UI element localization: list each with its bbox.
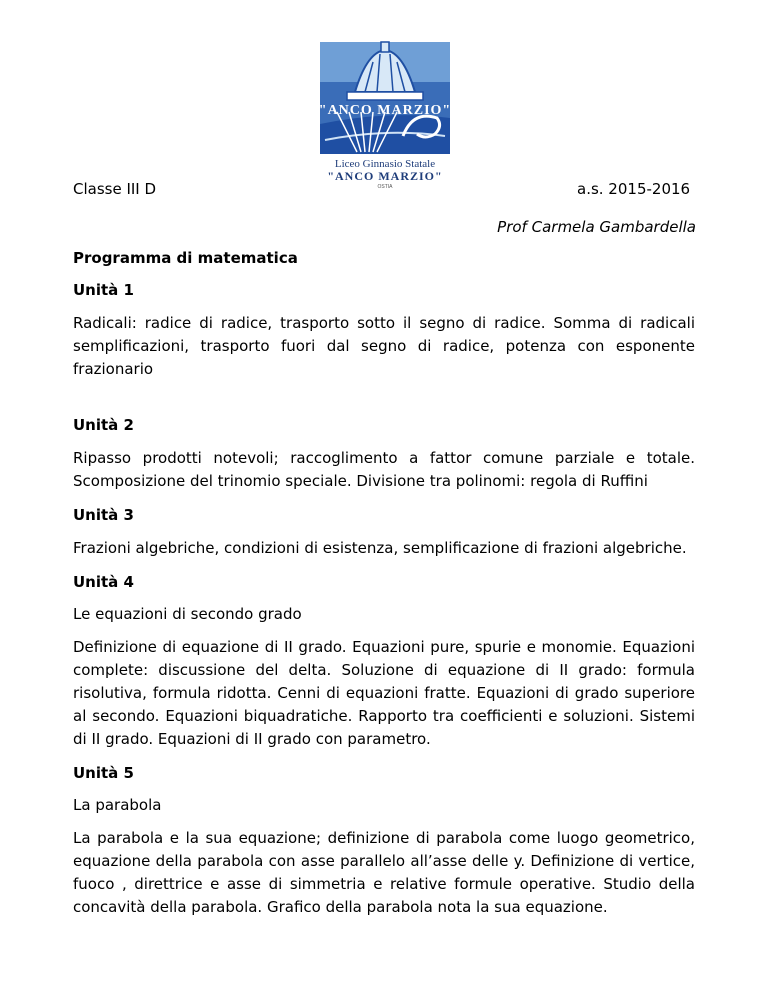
logo-overlay-text: "ANCO MARZIO": [318, 103, 452, 118]
school-year-label: a.s. 2015-2016: [577, 180, 691, 198]
unit-3-title: Unità 3: [73, 506, 134, 524]
program-title: Programma di matematica: [73, 249, 298, 267]
unit-4-text: Definizione di equazione di II grado. Equazioni pure, spurie e monomie. Equazioni complete: discussione del delta. Soluzione di equazione di II grado: formula risolutiva, formula ridotta. Cenni di equazioni fratte. Equazioni di grado superiore al secondo. Equazioni biquadratiche. Rapporto tra coefficienti e soluzioni. Sistemi di II grado. Equazioni di II grado con parametro.: [73, 638, 695, 748]
logo-caption-line1: Liceo Ginnasio Statale: [334, 158, 436, 170]
unit-5-title: Unità 5: [73, 764, 134, 782]
logo-caption-line2: "ANCO MARZIO": [327, 169, 443, 183]
unit-3-text: Frazioni algebriche, condizioni di esistenza, semplificazione di frazioni algebriche.: [73, 539, 687, 557]
unit-2-title: Unità 2: [73, 416, 134, 434]
unit-2-text: Ripasso prodotti notevoli; raccoglimento a fattor comune parziale e totale. Scomposizione del trinomio speciale. Divisione tra polinomi: regola di Ruffini: [73, 449, 695, 490]
class-label: Classe III D: [73, 180, 157, 198]
program-content: [73, 248, 695, 931]
unit-1-title: Unità 1: [73, 281, 134, 299]
professor-name: Prof Carmela Gambardella: [497, 218, 696, 236]
unit-1-text: Radicali: radice di radice, trasporto sotto il segno di radice. Somma di radicali semplificazioni, trasporto fuori dal segno di radice, potenza con esponente frazionario: [73, 314, 695, 378]
logo-caption-line3: OSTIA: [377, 184, 393, 190]
school-logo-emblem: [317, 40, 453, 190]
unit-5-subtitle: La parabola: [73, 796, 162, 814]
unit-4-subtitle: Le equazioni di secondo grado: [73, 605, 302, 623]
unit-5-text: La parabola e la sua equazione; definizione di parabola come luogo geometrico, equazione della parabola con asse parallelo all’asse delle y. Definizione di vertice, fuoco , direttrice e asse di simmetria e relative formule operative. Studio della concavità della parabola. Grafico della parabola nota la sua equazione.: [73, 829, 695, 916]
spacer: [73, 393, 695, 415]
unit-4-title: Unità 4: [73, 573, 134, 591]
school-logo: [317, 40, 453, 190]
